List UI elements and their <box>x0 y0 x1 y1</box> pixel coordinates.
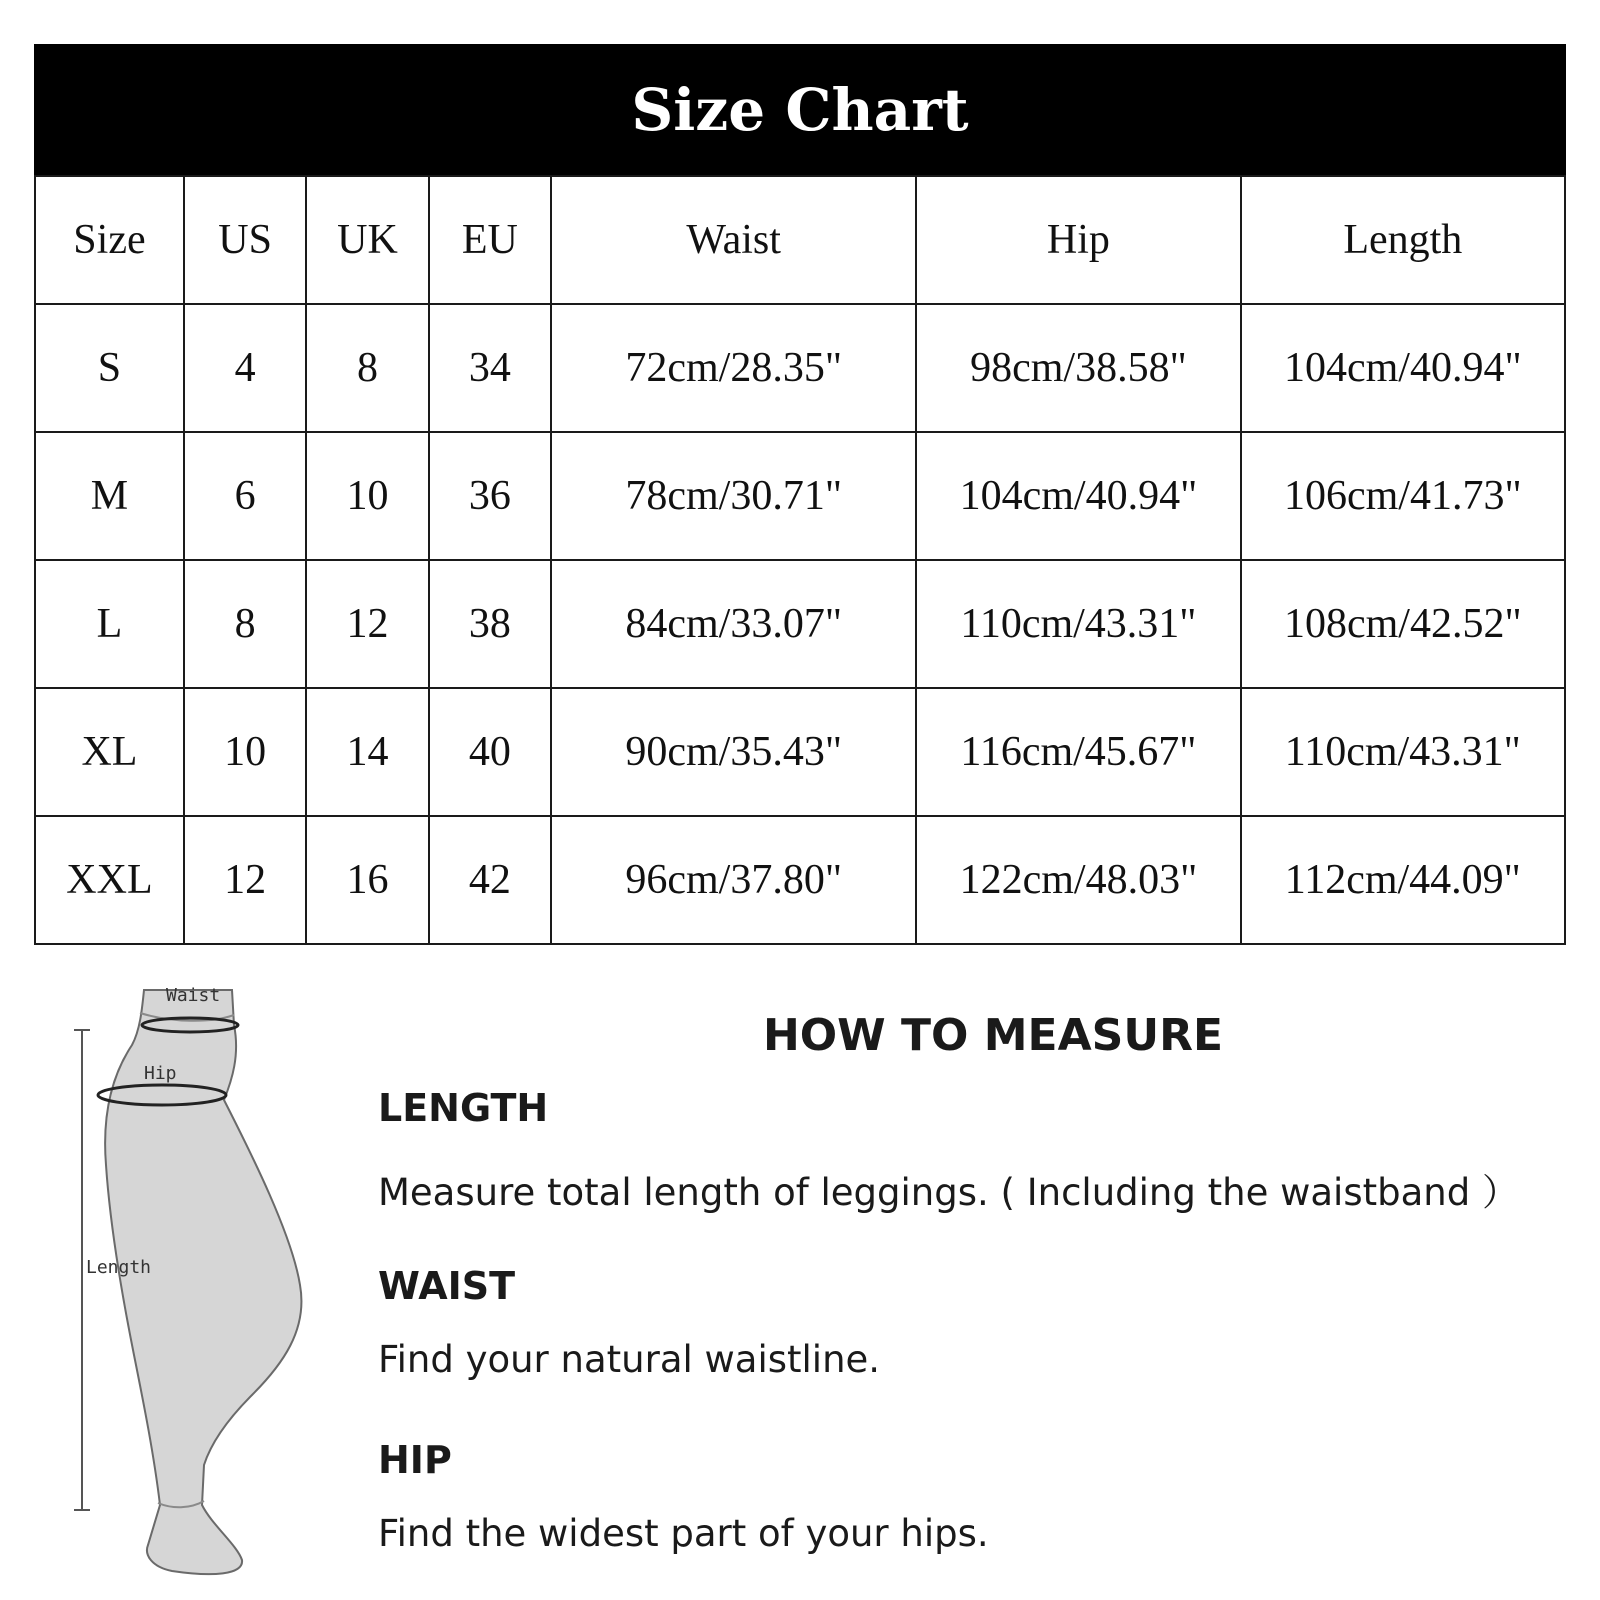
hip-description: Find the widest part of your hips. <box>378 1512 989 1555</box>
cell-us: 6 <box>184 432 306 560</box>
cell-eu: 40 <box>429 688 551 816</box>
size-table <box>34 175 1566 945</box>
cell-hip: 104cm/40.94" <box>916 432 1240 560</box>
cell-uk: 14 <box>306 688 428 816</box>
cell-eu: 36 <box>429 432 551 560</box>
leggings-figure-icon <box>62 985 352 1590</box>
cell-hip: 116cm/45.67" <box>916 688 1240 816</box>
cell-length: 108cm/42.52" <box>1241 560 1565 688</box>
cell-waist: 72cm/28.35" <box>551 304 916 432</box>
waist-description: Find your natural waistline. <box>378 1338 881 1381</box>
table-row <box>35 560 1565 688</box>
cell-uk: 16 <box>306 816 428 944</box>
cell-hip: 110cm/43.31" <box>916 560 1240 688</box>
table-row <box>35 688 1565 816</box>
cell-us: 8 <box>184 560 306 688</box>
cell-length: 110cm/43.31" <box>1241 688 1565 816</box>
waist-heading: WAIST <box>378 1264 516 1308</box>
figure-waist-label: Waist <box>166 985 221 1006</box>
cell-us: 10 <box>184 688 306 816</box>
cell-uk: 12 <box>306 560 428 688</box>
cell-us: 4 <box>184 304 306 432</box>
chart-title: Size Chart <box>34 44 1566 175</box>
cell-size: XL <box>35 688 184 816</box>
header-size: Size <box>35 176 184 304</box>
header-eu: EU <box>429 176 551 304</box>
cell-hip: 122cm/48.03" <box>916 816 1240 944</box>
cell-size: S <box>35 304 184 432</box>
header-hip: Hip <box>916 176 1240 304</box>
length-heading: LENGTH <box>378 1086 549 1130</box>
table-header-row <box>35 176 1565 304</box>
cell-size: XXL <box>35 816 184 944</box>
size-chart <box>34 44 1566 945</box>
cell-us: 12 <box>184 816 306 944</box>
cell-waist: 96cm/37.80" <box>551 816 916 944</box>
cell-size: M <box>35 432 184 560</box>
cell-length: 106cm/41.73" <box>1241 432 1565 560</box>
length-description: Measure total length of leggings. ( Including the waistband ） <box>378 1171 1519 1214</box>
cell-waist: 84cm/33.07" <box>551 560 916 688</box>
figure-hip-label: Hip <box>144 1063 177 1084</box>
figure-length-label: Length <box>86 1257 152 1278</box>
header-waist: Waist <box>551 176 916 304</box>
measure-title: HOW TO MEASURE <box>762 1010 1224 1061</box>
cell-eu: 42 <box>429 816 551 944</box>
cell-hip: 98cm/38.58" <box>916 304 1240 432</box>
table-row <box>35 816 1565 944</box>
header-uk: UK <box>306 176 428 304</box>
cell-uk: 10 <box>306 432 428 560</box>
table-row <box>35 304 1565 432</box>
table-row <box>35 432 1565 560</box>
hip-heading: HIP <box>378 1438 452 1482</box>
cell-length: 104cm/40.94" <box>1241 304 1565 432</box>
cell-size: L <box>35 560 184 688</box>
cell-uk: 8 <box>306 304 428 432</box>
cell-waist: 78cm/30.71" <box>551 432 916 560</box>
header-length: Length <box>1241 176 1565 304</box>
cell-eu: 38 <box>429 560 551 688</box>
cell-eu: 34 <box>429 304 551 432</box>
header-us: US <box>184 176 306 304</box>
cell-length: 112cm/44.09" <box>1241 816 1565 944</box>
leggings-figure <box>62 985 352 1590</box>
cell-waist: 90cm/35.43" <box>551 688 916 816</box>
